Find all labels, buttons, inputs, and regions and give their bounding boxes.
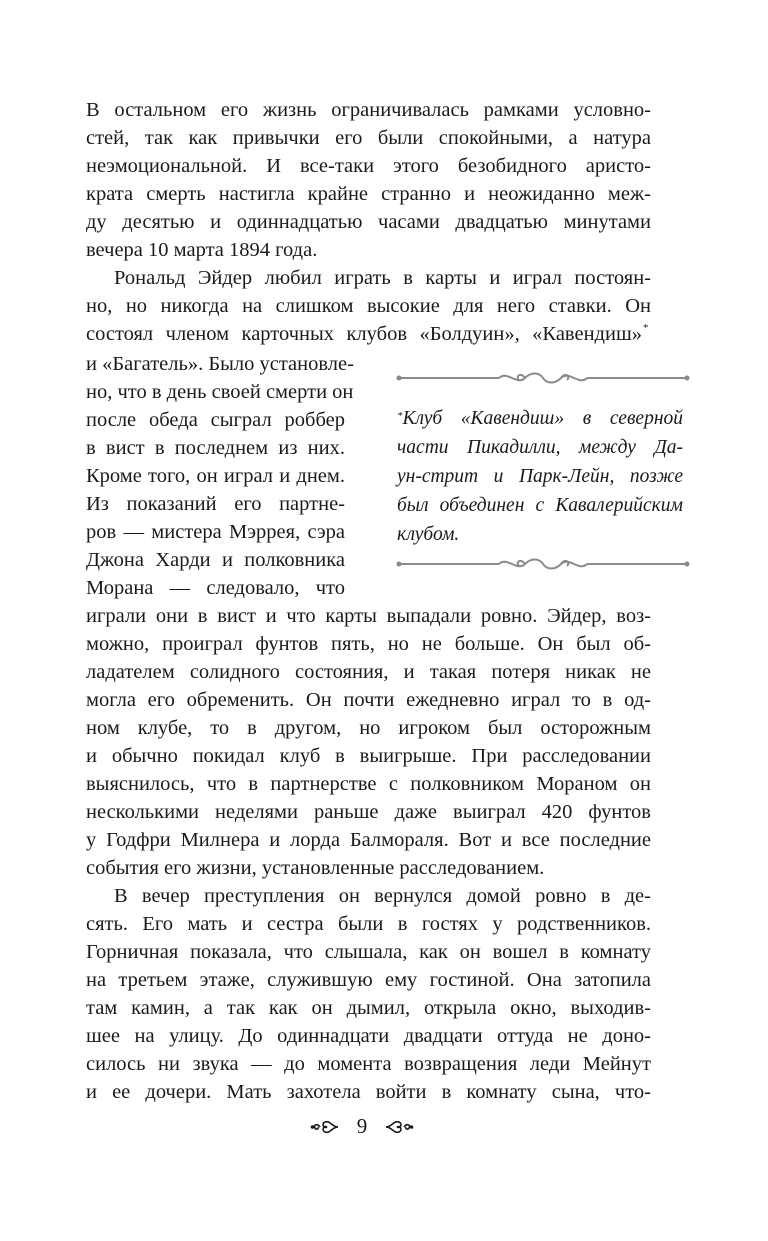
body-line-narrow: Из показаний его партне-: [86, 493, 345, 515]
footnote-line: ун-стрит и Парк-Лейн, позже: [397, 466, 683, 487]
body-line: у Годфри Милнера и лорда Балмораля. Вот и все последние: [86, 829, 651, 851]
page-number: 9: [356, 1114, 368, 1138]
body-line: и обычно покидал клуб в выигрыше. При расследовании: [86, 745, 651, 767]
body-line-narrow: Кроме того, он играл и днем.: [86, 465, 345, 487]
paragraph-start-line: Рональд Эйдер любил играть в карты и играл постоян-: [114, 267, 651, 289]
footnote-text: Клуб «Кавендиш» в северной: [402, 408, 683, 429]
footnote-line: части Пикадилли, между Да-: [397, 437, 683, 458]
body-line: вечера 10 марта 1894 года.: [86, 239, 318, 261]
body-line: но, но никогда на слишком высокие для него ставки. Он: [86, 295, 651, 317]
body-line: там камин, а так как он дымил, открыла окно, выходив-: [86, 997, 651, 1019]
body-line-narrow: в вист в последнем из них.: [86, 437, 345, 459]
body-line: события его жизни, установленные расследованием.: [86, 857, 545, 879]
footnote-line: был объединен с Кавалерийским: [397, 495, 683, 516]
divider-flourish-icon: [391, 366, 695, 390]
body-line: на третьем этаже, служившую ему гостиной. Она затопила: [86, 969, 651, 991]
body-line-narrow: но, что в день своей смерти он: [86, 381, 354, 403]
body-line: выяснилось, что в партнерстве с полковником Мораном он: [86, 773, 651, 795]
footnote-reference-marker: *: [643, 322, 649, 334]
footnote-box: [391, 360, 695, 576]
footnote-line: клубом.: [397, 524, 460, 545]
body-line: Горничная показала, что слышала, как он вошел в комнату: [86, 941, 651, 963]
body-line: ду десятью и одиннадцатью часами двадцатью минутами: [86, 211, 651, 233]
body-line: стей, так как привычки его были спокойными, а натура: [86, 127, 651, 149]
page-ornament-left-icon: [310, 1116, 340, 1138]
body-line-narrow: и «Багатель». Было установле-: [86, 353, 354, 375]
footnote-line: [397, 404, 683, 433]
body-line: крата смерть настигла крайне странно и неожиданно меж-: [86, 183, 651, 205]
divider-flourish-icon: [391, 552, 695, 576]
body-line: играли они в вист и что карты выпадали ровно. Эйдер, воз-: [86, 605, 651, 627]
body-line: шее на улицу. До одиннадцати двадцати оттуда не доно-: [86, 1025, 651, 1047]
body-line-narrow: после обеда сыграл роббер: [86, 409, 345, 431]
footnote-marker: *: [397, 410, 403, 422]
body-line: и ее дочери. Мать захотела войти в комнату сына, что-: [86, 1081, 651, 1103]
body-line: В остальном его жизнь ограничивалась рамками условно-: [86, 99, 651, 121]
body-line: могла его обременить. Он почти ежедневно играл то в од-: [86, 689, 651, 711]
body-line: ном клубе, то в другом, но игроком был осторожным: [86, 717, 651, 739]
body-line-narrow: ров — мистера Мэррея, сэра: [86, 521, 345, 543]
body-line: ладателем солидного состояния, и такая потеря никак не: [86, 661, 651, 683]
body-line: [86, 320, 642, 348]
paragraph-start-line: В вечер преступления он вернулся домой ровно в де-: [114, 885, 651, 907]
page-footer: [310, 1112, 414, 1142]
body-line-text: состоял членом карточных клубов «Болдуин», «Кавендиш»: [86, 323, 642, 345]
body-line-narrow: Джона Харди и полковника: [86, 549, 345, 571]
body-line: сять. Его мать и сестра были в гостях у родственников.: [86, 913, 651, 935]
body-line-narrow: Морана — следовало, что: [86, 577, 345, 599]
body-line: силось ни звука — до момента возвращения леди Мейнут: [86, 1053, 651, 1075]
page-ornament-right-icon: [384, 1116, 414, 1138]
body-line: несколькими неделями раньше даже выиграл 420 фунтов: [86, 801, 651, 823]
body-line: неэмоциональной. И все-таки этого безобидного аристо-: [86, 155, 651, 177]
body-line: можно, проиграл фунтов пять, но не больше. Он был об-: [86, 633, 651, 655]
